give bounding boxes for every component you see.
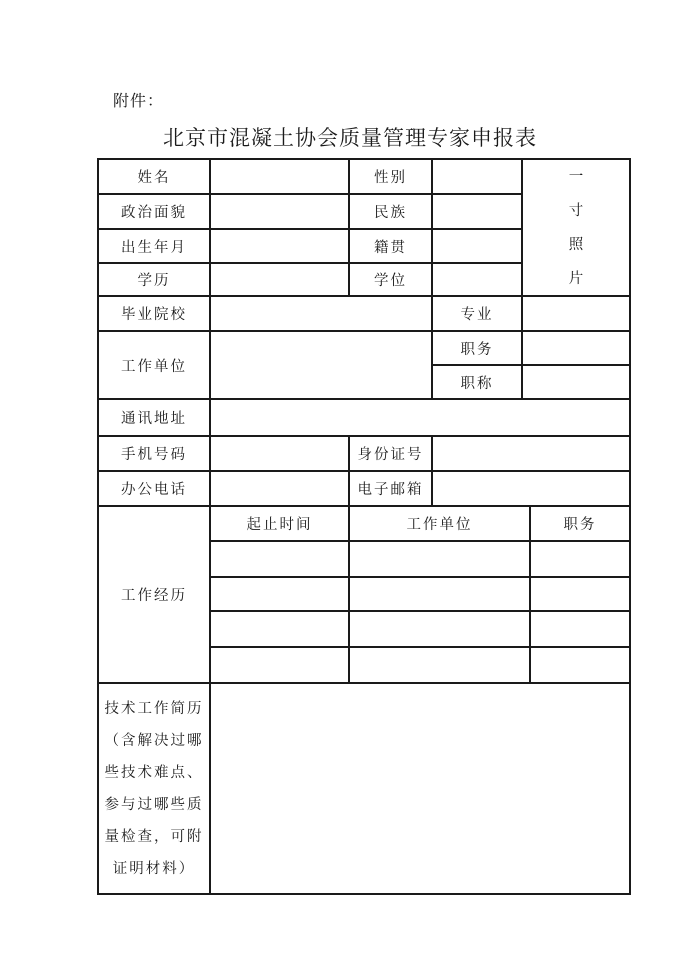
- work-history-position-cell[interactable]: [529, 540, 631, 578]
- address-label: 通讯地址: [97, 398, 211, 437]
- native-place-field[interactable]: [431, 228, 523, 264]
- degree-label: 学位: [348, 262, 433, 297]
- gender-field[interactable]: [431, 158, 523, 195]
- ethnicity-label: 民族: [348, 193, 433, 230]
- title-rank-field[interactable]: [521, 364, 631, 400]
- address-field[interactable]: [209, 398, 631, 437]
- work-history-employer-cell[interactable]: [348, 610, 531, 648]
- work-history-position-cell[interactable]: [529, 610, 631, 648]
- native-place-label: 籍贯: [348, 228, 433, 264]
- name-field[interactable]: [209, 158, 350, 195]
- work-history-period-cell[interactable]: [209, 540, 350, 578]
- ethnicity-field[interactable]: [431, 193, 523, 230]
- mobile-field[interactable]: [209, 435, 350, 472]
- work-history-position-cell[interactable]: [529, 646, 631, 684]
- tech-resume-line: 技术工作简历: [104, 700, 204, 717]
- work-history-label: 工作经历: [97, 505, 211, 684]
- work-history-employer-cell[interactable]: [348, 646, 531, 684]
- office-phone-label: 办公电话: [97, 470, 211, 507]
- work-history-header-position: 职务: [529, 505, 631, 542]
- mobile-label: 手机号码: [97, 435, 211, 472]
- tech-resume-line: 量检查，可附: [104, 828, 204, 845]
- employer-label: 工作单位: [97, 330, 211, 400]
- position-field[interactable]: [521, 330, 631, 366]
- title-rank-label: 职称: [431, 364, 523, 400]
- work-history-header-period: 起止时间: [209, 505, 350, 542]
- employer-field[interactable]: [209, 330, 433, 400]
- email-label: 电子邮箱: [348, 470, 433, 507]
- work-history-header-employer: 工作单位: [348, 505, 531, 542]
- major-field[interactable]: [521, 295, 631, 332]
- email-field[interactable]: [431, 470, 631, 507]
- tech-resume-line: 些技术难点、: [104, 764, 204, 781]
- political-status-label: 政治面貌: [97, 193, 211, 230]
- major-label: 专业: [431, 295, 523, 332]
- work-history-position-cell[interactable]: [529, 576, 631, 612]
- id-number-field[interactable]: [431, 435, 631, 472]
- birth-date-field[interactable]: [209, 228, 350, 264]
- tech-resume-field[interactable]: [209, 682, 631, 895]
- tech-resume-line: 证明材料）: [112, 860, 196, 877]
- education-field[interactable]: [209, 262, 350, 297]
- photo-line-1: 一: [568, 168, 584, 185]
- education-label: 学历: [97, 262, 211, 297]
- office-phone-field[interactable]: [209, 470, 350, 507]
- form-title: 北京市混凝土协会质量管理专家申报表: [163, 126, 537, 150]
- tech-resume-line: 参与过哪些质: [104, 796, 204, 813]
- school-field[interactable]: [209, 295, 433, 332]
- degree-field[interactable]: [431, 262, 523, 297]
- work-history-period-cell[interactable]: [209, 610, 350, 648]
- photo-placeholder[interactable]: [521, 158, 631, 297]
- work-history-employer-cell[interactable]: [348, 540, 531, 578]
- attachment-label: 附件：: [113, 91, 165, 110]
- photo-line-2: 寸: [568, 202, 584, 219]
- work-history-period-cell[interactable]: [209, 576, 350, 612]
- photo-line-3: 照: [568, 236, 584, 253]
- name-label: 姓名: [97, 158, 211, 195]
- birth-date-label: 出生年月: [97, 228, 211, 264]
- work-history-employer-cell[interactable]: [348, 576, 531, 612]
- photo-line-4: 片: [568, 270, 584, 287]
- id-number-label: 身份证号: [348, 435, 433, 472]
- position-label: 职务: [431, 330, 523, 366]
- tech-resume-line: （含解决过哪: [104, 732, 204, 749]
- school-label: 毕业院校: [97, 295, 211, 332]
- political-status-field[interactable]: [209, 193, 350, 230]
- gender-label: 性别: [348, 158, 433, 195]
- work-history-period-cell[interactable]: [209, 646, 350, 684]
- tech-resume-label: [97, 682, 211, 895]
